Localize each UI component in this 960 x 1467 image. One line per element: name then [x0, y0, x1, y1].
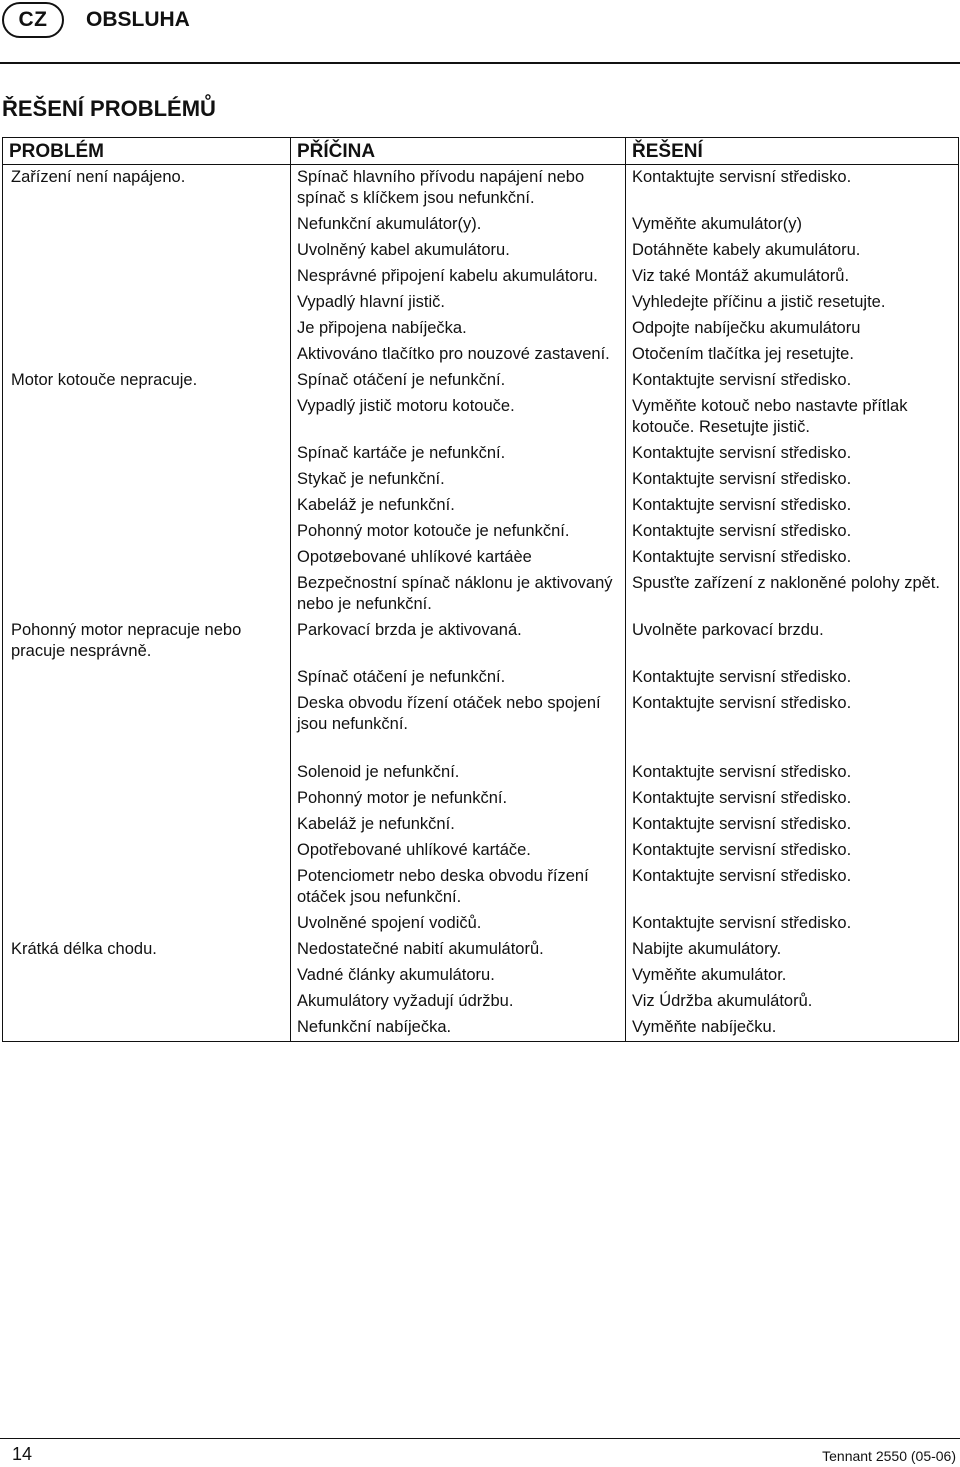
- cause-cell: Spínač otáčení je nefunkční.: [291, 368, 626, 394]
- cause-cell: Uvolněný kabel akumulátoru.: [291, 238, 626, 264]
- solution-cell: Kontaktujte servisní středisko.: [626, 165, 959, 213]
- cause-cell: Pohonný motor kotouče je nefunkční.: [291, 519, 626, 545]
- solution-cell: Kontaktujte servisní středisko.: [626, 812, 959, 838]
- table-row: [3, 989, 959, 1015]
- language-badge: CZ: [2, 2, 64, 38]
- problem-cell: [3, 441, 291, 467]
- problem-cell: [3, 760, 291, 786]
- table-row: [3, 937, 959, 963]
- table-row: [3, 467, 959, 493]
- cause-cell: Nedostatečné nabití akumulátorů.: [291, 937, 626, 963]
- table-row: [3, 786, 959, 812]
- solution-cell: Vyměňte kotouč nebo nastavte přítlak kotouče. Resetujte jistič.: [626, 394, 959, 441]
- solution-cell: Vyměňte nabíječku.: [626, 1015, 959, 1042]
- problem-cell: [3, 212, 291, 238]
- page-title: ŘEŠENÍ PROBLÉMŮ: [2, 96, 216, 121]
- table-row: [3, 441, 959, 467]
- problem-cell: [3, 342, 291, 368]
- problem-cell: [3, 316, 291, 342]
- problem-cell: [3, 467, 291, 493]
- table-row: [3, 519, 959, 545]
- table-row: [3, 571, 959, 618]
- problem-cell: [3, 571, 291, 618]
- problem-cell: [3, 786, 291, 812]
- cause-cell: Parkovací brzda je aktivovaná.: [291, 618, 626, 665]
- problem-cell: [3, 545, 291, 571]
- page-header: [0, 0, 960, 62]
- cause-cell: Deska obvodu řízení otáček nebo spojení jsou nefunkční.: [291, 691, 626, 738]
- problem-cell: [3, 264, 291, 290]
- cause-cell: Nesprávné připojení kabelu akumulátoru.: [291, 264, 626, 290]
- problem-cell: [3, 238, 291, 264]
- table-row: [3, 1015, 959, 1042]
- section-name: OBSLUHA: [86, 8, 190, 31]
- solution-cell: Kontaktujte servisní středisko.: [626, 665, 959, 691]
- solution-cell: Uvolněte parkovací brzdu.: [626, 618, 959, 665]
- cause-cell: Stykač je nefunkční.: [291, 467, 626, 493]
- cause-cell: Solenoid je nefunkční.: [291, 760, 626, 786]
- table-row: [3, 342, 959, 368]
- problem-cell: [3, 394, 291, 441]
- solution-cell: Kontaktujte servisní středisko.: [626, 441, 959, 467]
- solution-cell: Kontaktujte servisní středisko.: [626, 786, 959, 812]
- cause-cell: Spínač kartáče je nefunkční.: [291, 441, 626, 467]
- problem-cell: [3, 989, 291, 1015]
- problem-cell: [3, 519, 291, 545]
- problem-cell: [3, 812, 291, 838]
- column-header-solution: ŘEŠENÍ: [626, 138, 959, 165]
- header-divider: [0, 62, 960, 64]
- cause-cell: Vadné články akumulátoru.: [291, 963, 626, 989]
- table-row: [3, 493, 959, 519]
- table-row: [3, 238, 959, 264]
- problem-cell: Pohonný motor nepracuje nebo pracuje nesprávně.: [3, 618, 291, 665]
- cause-cell: Bezpečnostní spínač náklonu je aktivovaný nebo je nefunkční.: [291, 571, 626, 618]
- table-header-row: [3, 138, 959, 165]
- table-row: [3, 368, 959, 394]
- problem-cell: [3, 911, 291, 937]
- troubleshooting-table: [2, 137, 959, 1042]
- table-spacer-row: [3, 738, 959, 760]
- problem-cell: [3, 1015, 291, 1042]
- cause-cell: Pohonný motor je nefunkční.: [291, 786, 626, 812]
- solution-cell: Kontaktujte servisní středisko.: [626, 691, 959, 738]
- table-row: [3, 545, 959, 571]
- table-row: [3, 665, 959, 691]
- cause-cell: Nefunkční nabíječka.: [291, 1015, 626, 1042]
- cause-cell: Spínač otáčení je nefunkční.: [291, 665, 626, 691]
- solution-cell: Vyměňte akumulátor.: [626, 963, 959, 989]
- solution-cell: Kontaktujte servisní středisko.: [626, 760, 959, 786]
- solution-cell: Kontaktujte servisní středisko.: [626, 368, 959, 394]
- solution-cell: Otočením tlačítka jej resetujte.: [626, 342, 959, 368]
- table-row: [3, 760, 959, 786]
- cause-cell: Kabeláž je nefunkční.: [291, 493, 626, 519]
- problem-cell: Krátká délka chodu.: [3, 937, 291, 963]
- cause-cell: Akumulátory vyžadují údržbu.: [291, 989, 626, 1015]
- solution-cell: Kontaktujte servisní středisko.: [626, 545, 959, 571]
- cause-cell: Je připojena nabíječka.: [291, 316, 626, 342]
- solution-cell: Vyhledejte příčinu a jistič resetujte.: [626, 290, 959, 316]
- problem-cell: [3, 963, 291, 989]
- cause-cell: Potenciometr nebo deska obvodu řízení otáček jsou nefunkční.: [291, 864, 626, 911]
- column-header-cause: PŘÍČINA: [291, 138, 626, 165]
- document-reference: Tennant 2550 (05-06): [822, 1448, 956, 1464]
- cause-cell: Vypadlý jistič motoru kotouče.: [291, 394, 626, 441]
- spacer-cell: [291, 738, 626, 760]
- problem-cell: [3, 665, 291, 691]
- table-row: [3, 838, 959, 864]
- footer-divider: [0, 1438, 960, 1439]
- table-body: [3, 165, 959, 1042]
- table-row: [3, 264, 959, 290]
- table-row: [3, 394, 959, 441]
- cause-cell: Spínač hlavního přívodu napájení nebo spínač s klíčkem jsou nefunkční.: [291, 165, 626, 213]
- problem-cell: [3, 691, 291, 738]
- solution-cell: Odpojte nabíječku akumulátoru: [626, 316, 959, 342]
- solution-cell: Kontaktujte servisní středisko.: [626, 911, 959, 937]
- table-row: [3, 618, 959, 665]
- cause-cell: Uvolněné spojení vodičů.: [291, 911, 626, 937]
- solution-cell: Kontaktujte servisní středisko.: [626, 838, 959, 864]
- table-row: [3, 290, 959, 316]
- problem-cell: Zařízení není napájeno.: [3, 165, 291, 213]
- problem-cell: [3, 838, 291, 864]
- solution-cell: Kontaktujte servisní středisko.: [626, 467, 959, 493]
- problem-cell: [3, 493, 291, 519]
- cause-cell: Opotřebované uhlíkové kartáče.: [291, 838, 626, 864]
- spacer-cell: [3, 738, 291, 760]
- cause-cell: Opotøebované uhlíkové kartáèe: [291, 545, 626, 571]
- table-row: [3, 165, 959, 213]
- cause-cell: Aktivováno tlačítko pro nouzové zastavení.: [291, 342, 626, 368]
- solution-cell: Kontaktujte servisní středisko.: [626, 493, 959, 519]
- column-header-problem: PROBLÉM: [3, 138, 291, 165]
- solution-cell: Kontaktujte servisní středisko.: [626, 519, 959, 545]
- table-row: [3, 911, 959, 937]
- solution-cell: Viz také Montáž akumulátorů.: [626, 264, 959, 290]
- solution-cell: Dotáhněte kabely akumulátoru.: [626, 238, 959, 264]
- solution-cell: Spusťte zařízení z nakloněné polohy zpět.: [626, 571, 959, 618]
- solution-cell: Viz Údržba akumulátorů.: [626, 989, 959, 1015]
- spacer-cell: [626, 738, 959, 760]
- table-row: [3, 691, 959, 738]
- solution-cell: Kontaktujte servisní středisko.: [626, 864, 959, 911]
- table-row: [3, 864, 959, 911]
- problem-cell: [3, 290, 291, 316]
- cause-cell: Vypadlý hlavní jistič.: [291, 290, 626, 316]
- table-row: [3, 212, 959, 238]
- page-number: 14: [12, 1444, 33, 1464]
- table-row: [3, 963, 959, 989]
- cause-cell: Nefunkční akumulátor(y).: [291, 212, 626, 238]
- solution-cell: Nabijte akumulátory.: [626, 937, 959, 963]
- table-row: [3, 812, 959, 838]
- table-row: [3, 316, 959, 342]
- cause-cell: Kabeláž je nefunkční.: [291, 812, 626, 838]
- problem-cell: Motor kotouče nepracuje.: [3, 368, 291, 394]
- problem-cell: [3, 864, 291, 911]
- solution-cell: Vyměňte akumulátor(y): [626, 212, 959, 238]
